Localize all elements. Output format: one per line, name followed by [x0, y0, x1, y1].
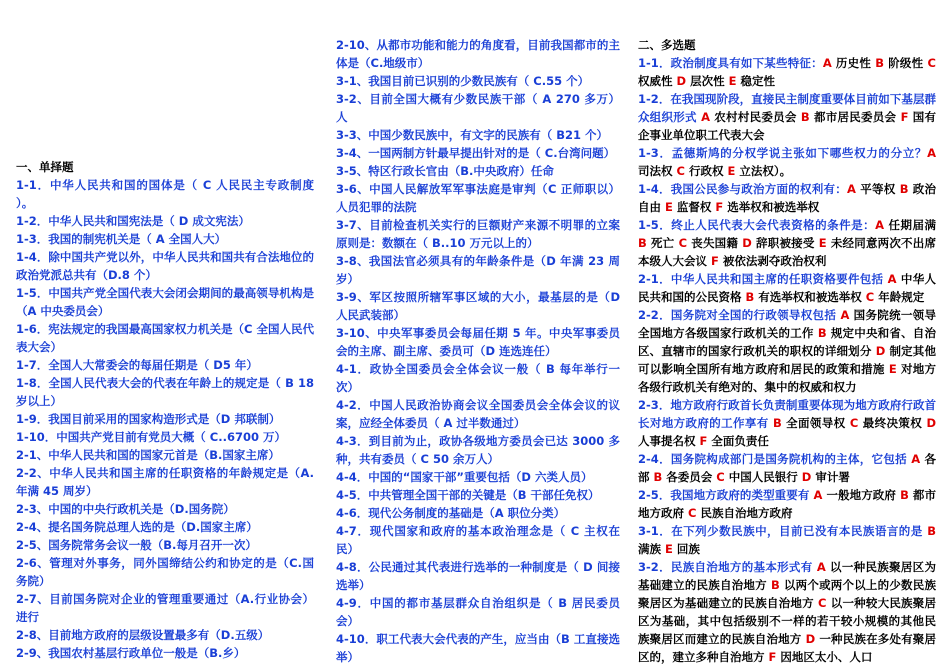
question-text: 2-4、提名国务院总理人选的是（D.国家主席）	[16, 520, 258, 534]
answer-option-letter: D	[676, 74, 687, 88]
question-text: 1-5．中国共产党全国代表大会闭会期间的最高领导机构是（A 中央委员会）	[16, 286, 314, 318]
answer-option-letter: B	[817, 326, 827, 340]
answer-text: 历史性	[831, 56, 876, 70]
answer-option-letter: D	[801, 470, 812, 484]
question-text: 3-1、我国目前已识别的少数民族有（ C.55 个）	[336, 74, 590, 88]
question-text: 1-2．中华人民共和国宪法是（ D 成文宪法）	[16, 214, 250, 228]
answer-text: 人事提名权	[638, 434, 700, 448]
question-item	[336, 522, 620, 558]
answer-text: 都市居民委员会	[809, 110, 901, 124]
question-item	[336, 630, 620, 666]
answer-text: 被依法剥夺政治权利	[718, 254, 827, 268]
question-text: 3-3、中国少数民族中，有文字的民族有（ B21 个）	[336, 128, 609, 142]
answer-text: 有选举权和被选举权	[754, 290, 866, 304]
answer-option-letter: A	[822, 56, 832, 70]
answer-text: 各委员会	[662, 470, 717, 484]
answer-text: 任期届满	[884, 218, 936, 232]
question-text: 2-7、目前国务院对企业的管理重要通过（A.行业协会）进行	[16, 592, 314, 624]
answer-text: 稳定性	[736, 74, 775, 88]
answer-option-letter: B	[745, 290, 755, 304]
question-item	[336, 216, 620, 252]
question-item	[638, 90, 936, 144]
question-text: 2-10、从都市功能和能力的角度看，目前我国都市的主体是（C.地级市）	[336, 38, 620, 70]
question-text: 1-2．在我国现阶段，直接民主制度重要体目前如下基层群众组织形式	[638, 92, 936, 124]
answer-option-letter: F	[711, 254, 719, 268]
question-item	[336, 360, 620, 396]
answer-option-letter: E	[818, 236, 827, 250]
question-text: 3-8、我国法官必须具有的年龄条件是（D 年满 23 周岁）	[336, 254, 620, 286]
answer-option-letter: C	[676, 164, 685, 178]
question-text: 1-6．宪法规定的我国最高国家权力机关是（C 全国人民代表大会）	[16, 322, 314, 354]
answer-option-letter: F	[768, 650, 777, 664]
question-item	[16, 158, 314, 176]
question-text: 2-1、中华人民共和国的国家元首是（B.国家主席）	[16, 448, 280, 462]
question-text: 4-10．职工代表大会代表的产生，应当由（B 工直接选举）	[336, 632, 620, 664]
answer-option-letter: A	[840, 308, 850, 322]
answer-option-letter: D	[875, 344, 886, 358]
question-text: 3-6、中国人民解放军军事法庭是审判（C 正师职以）人员犯罪的法院	[336, 182, 620, 214]
question-text: 2-4．国务院构成部门是国务院机构的主体，它包括	[638, 452, 912, 466]
question-item	[638, 396, 936, 450]
question-item	[336, 324, 620, 360]
answer-option-letter: B	[900, 488, 909, 502]
answer-option-letter: F	[699, 434, 708, 448]
question-text: 3-2、目前全国大概有少数民族干部（ A 270 多万）人	[336, 92, 620, 124]
question-text: 4-5．中共管理全国干部的关键是（B 干部任免权）	[336, 488, 600, 502]
answer-text: 层次性	[686, 74, 729, 88]
answer-option-letter: B	[800, 110, 810, 124]
question-item	[16, 356, 314, 374]
question-item	[336, 594, 620, 630]
question-text: 2-1．中华人民共和国主席的任职资格要件包括	[638, 272, 888, 286]
question-item	[638, 558, 936, 666]
question-text: 2-9、我国农村基层行政单位一般是（B.乡）	[16, 646, 246, 660]
answer-option-letter: E	[728, 74, 737, 88]
question-item	[638, 306, 936, 396]
question-item	[638, 270, 936, 306]
answer-text: 平等权	[855, 182, 900, 196]
question-item	[16, 626, 314, 644]
question-text: 3-4、一国两制方针最早提出针对的是（ C.台湾问题）	[336, 146, 616, 160]
answer-text: 都市地方政府	[638, 488, 936, 520]
question-text: 2-8、目前地方政府的层级设置最多有（D.五级）	[16, 628, 270, 642]
answer-option-letter: B	[771, 578, 780, 592]
question-item	[16, 248, 314, 284]
question-item	[16, 374, 314, 410]
answer-option-letter: C	[865, 290, 875, 304]
question-text: 4-3．到目前为止，政协各级地方委员会已达 3000 多种，共有委员（ C 50 余万人）	[336, 434, 620, 466]
answer-option-letter: C	[927, 56, 936, 70]
answer-option-letter: B	[653, 470, 663, 484]
answer-text: 阶级性	[884, 56, 928, 70]
question-item	[638, 216, 936, 270]
answer-text: 国有企事业单位职工代表大会	[638, 110, 936, 142]
answer-text: 以一种民族聚居区为基础建立的民族自治地方	[638, 560, 936, 592]
answer-option-letter: A	[887, 272, 897, 286]
answer-text: 死亡	[646, 236, 679, 250]
answer-option-letter: A	[911, 452, 921, 466]
answer-text: 全面负责任	[707, 434, 769, 448]
question-text: 4-8．公民通过其代表进行选举的一种制度是（ D 间接选举）	[336, 560, 620, 592]
question-item	[16, 176, 314, 212]
question-text: 4-4．中国的“国家干部”重要包括（D 六类人员）	[336, 470, 593, 484]
question-item	[336, 72, 620, 90]
answer-text: 中华人民共和国的公民资格	[638, 272, 936, 304]
answer-text: 未经同意两次不出席本级人大会议	[638, 236, 936, 268]
question-item	[336, 126, 620, 144]
question-item	[16, 464, 314, 500]
question-text: 4-1．政协全国委员会全体会议一般（ B 每年举行一次）	[336, 362, 620, 394]
answer-option-letter: A	[927, 146, 936, 160]
answer-option-letter: A	[701, 110, 711, 124]
answer-text: 一般地方政府	[822, 488, 901, 502]
answer-text: 丧失国籍	[687, 236, 743, 250]
question-item	[16, 284, 314, 320]
answer-text: 制定其他可以影响全国所有地方政府和居民的政策和措施	[638, 344, 936, 376]
answer-option-letter: D	[926, 416, 936, 430]
answer-option-letter: C	[688, 506, 697, 520]
answer-text: 国务院统一领导全国地方各级国家行政机关的工作	[638, 308, 936, 340]
answer-text: 各部	[638, 452, 936, 484]
question-item	[16, 410, 314, 428]
answer-text: 回族	[672, 542, 700, 556]
answer-option-letter: D	[742, 236, 752, 250]
question-item	[336, 180, 620, 216]
answer-text: 一、单择题	[16, 160, 74, 174]
question-text: 3-10、中央军事委员会每届任期 5 年。中央军事委员会的主席、副主席、委员可（D 连选连任）	[336, 326, 620, 358]
question-text: 1-4．我国公民参与政治方面的权利有：	[638, 182, 848, 196]
question-text: 4-7．现代国家和政府的基本政治理念是（ C 主权在民）	[336, 524, 620, 556]
question-text: 3-7、目前检查机关实行的巨额财产来源不明罪的立案原则是：数额在（ B..10 万元以上的）	[336, 218, 620, 250]
question-item	[336, 162, 620, 180]
answer-text: 司法权	[638, 164, 677, 178]
question-item	[638, 450, 936, 486]
column-middle	[336, 36, 620, 666]
question-item	[638, 144, 936, 180]
question-text: 2-2．国务院对全国的行政领导权包括	[638, 308, 841, 322]
answer-option-letter: E	[665, 542, 673, 556]
answer-text: 农村村民委员会	[710, 110, 801, 124]
answer-option-letter: B	[899, 182, 909, 196]
answer-text: 以两个或两个以上的少数民族聚居区为基础建立的民族自治地方	[638, 578, 936, 610]
answer-option-letter: B	[875, 56, 885, 70]
answer-option-letter: D	[805, 632, 816, 646]
answer-option-letter: E	[727, 164, 736, 178]
question-text: 4-6．现代公务制度的基础是（A 职位分类）	[336, 506, 566, 520]
question-item	[336, 468, 620, 486]
question-item	[638, 36, 936, 54]
question-text: 1-1．政治制度具有如下某些特征：	[638, 56, 823, 70]
question-text: 2-3、中国的中央行政机关是（D.国务院）	[16, 502, 235, 516]
question-item	[16, 212, 314, 230]
answer-option-letter: A	[847, 182, 856, 196]
question-item	[16, 590, 314, 626]
question-item	[336, 486, 620, 504]
question-text: 2-6、管理对外事务，同外国缔结公约和协定的是（C.国务院）	[16, 556, 314, 588]
question-text: 2-5、国务院常务会议一般（B.每月召开一次）	[16, 538, 257, 552]
answer-option-letter: C	[716, 470, 725, 484]
question-item	[16, 500, 314, 518]
question-text: 3-2．民族自治地方的基本形式有	[638, 560, 817, 574]
question-item	[16, 536, 314, 554]
answer-text: 监督权	[672, 200, 716, 214]
answer-option-letter: F	[900, 110, 909, 124]
question-item	[638, 180, 936, 216]
column-right	[638, 36, 936, 666]
answer-option-letter: C	[678, 236, 688, 250]
answer-text: 权威性	[638, 74, 677, 88]
question-text: 1-8．全国人民代表大会的代表在年龄上的规定是（ B 18 岁以上）	[16, 376, 314, 408]
answer-option-letter: B	[927, 524, 936, 538]
question-text: 2-3．地方政府行政首长负责制重要体现为地方政府行政首长对地方政府的工作享有	[638, 398, 936, 430]
question-item	[336, 90, 620, 126]
answer-text: 一种民族在多处有聚居区的，建立多种自治地方	[638, 632, 936, 664]
question-item	[16, 644, 314, 662]
question-text: 2-5．我国地方政府的类型重要有	[638, 488, 814, 502]
answer-option-letter: A	[816, 560, 826, 574]
question-item	[16, 554, 314, 590]
answer-text: 以一种较大民族聚居区为基础，其中包括级别不一样的若干较小规模的其他民族聚居区而建立的民族自治地方	[638, 596, 936, 646]
answer-option-letter: C	[818, 596, 827, 610]
question-text: 4-2．中国人民政治协商会议全国委员会全体会议的议案，应经全体委员（ A 过半数通过）	[336, 398, 620, 430]
question-item	[336, 504, 620, 522]
question-text: 3-5、特区行政长官由（B.中央政府）任命	[336, 164, 554, 178]
question-text: 3-1．在下列少数民族中，目前已没有本民族语言的是	[638, 524, 928, 538]
answer-text: 辞职被接受	[751, 236, 819, 250]
answer-option-letter: E	[888, 362, 897, 376]
answer-text: 立法权）。	[735, 164, 792, 178]
answer-text: 民族自治地方政府	[696, 506, 793, 520]
question-item	[336, 36, 620, 72]
question-text: 1-1．中华人民共和国的国体是（ C 人民民主专政制度 ）。	[16, 178, 314, 210]
question-item	[16, 320, 314, 356]
question-text: 1-3．我国的制宪机关是（ A 全国人大）	[16, 232, 227, 246]
question-text: 2-2、中华人民共和国主席的任职资格的年龄规定是（A.年满 45 周岁）	[16, 466, 314, 498]
answer-text: 政治自由	[638, 182, 936, 214]
answer-text: 审计署	[811, 470, 850, 484]
answer-option-letter: C	[849, 416, 859, 430]
question-text: 1-7．全国人大常委会的每届任期是（ D5 年）	[16, 358, 258, 372]
answer-text: 全面领导权	[781, 416, 850, 430]
answer-option-letter: E	[665, 200, 673, 214]
answer-text: 行政权	[684, 164, 728, 178]
answer-text: 二、多选题	[638, 38, 696, 52]
answer-text: 选举权和被选举权	[723, 200, 820, 214]
question-item	[16, 518, 314, 536]
answer-text: 最终决策权	[858, 416, 927, 430]
question-item	[336, 432, 620, 468]
answer-text: 中国人民银行	[724, 470, 802, 484]
question-text: 1-9．我国目前采用的国家构造形式是（D 邦联制）	[16, 412, 281, 426]
question-item	[16, 446, 314, 464]
question-item	[336, 558, 620, 594]
answer-text: 满族	[638, 542, 666, 556]
question-item	[336, 288, 620, 324]
answer-option-letter: A	[813, 488, 823, 502]
question-text: 4-9．中国的都市基层群众自治组织是（ B 居民委员会）	[336, 596, 620, 628]
question-item	[638, 522, 936, 558]
question-text: 1-5．终止人民代表大会代表资格的条件是：	[638, 218, 876, 232]
question-item	[336, 144, 620, 162]
answer-text: 因地区太小、人口	[776, 650, 873, 664]
answer-text: 规定中央和省、自治区、直辖市的国家行政机关的职权的详细划分	[638, 326, 936, 358]
question-item	[638, 54, 936, 90]
answer-option-letter: B	[772, 416, 782, 430]
answer-option-letter: F	[715, 200, 724, 214]
question-item	[16, 230, 314, 248]
question-item	[336, 396, 620, 432]
answer-option-letter: A	[875, 218, 885, 232]
answer-text: 年龄规定	[874, 290, 925, 304]
question-item	[16, 428, 314, 446]
question-text: 1-3．孟德斯鸠的分权学说主张如下哪些权力的分立？	[638, 146, 928, 160]
question-item	[336, 252, 620, 288]
question-item	[638, 486, 936, 522]
question-text: 1-10．中国共产党目前有党员大概（ C..6700 万）	[16, 430, 286, 444]
answer-text: 对地方各级行政机关有绝对的、集中的权威和权力	[638, 362, 936, 394]
question-text: 3-9、军区按照所辖军事区域的大小，最基层的是（D 人民武装部）	[336, 290, 620, 322]
column-left	[16, 158, 314, 662]
question-text: 1-4．除中国共产党以外，中华人民共和国共有合法地位的政治党派总共有（D.8 个）	[16, 250, 314, 282]
answer-option-letter: B	[638, 236, 647, 250]
